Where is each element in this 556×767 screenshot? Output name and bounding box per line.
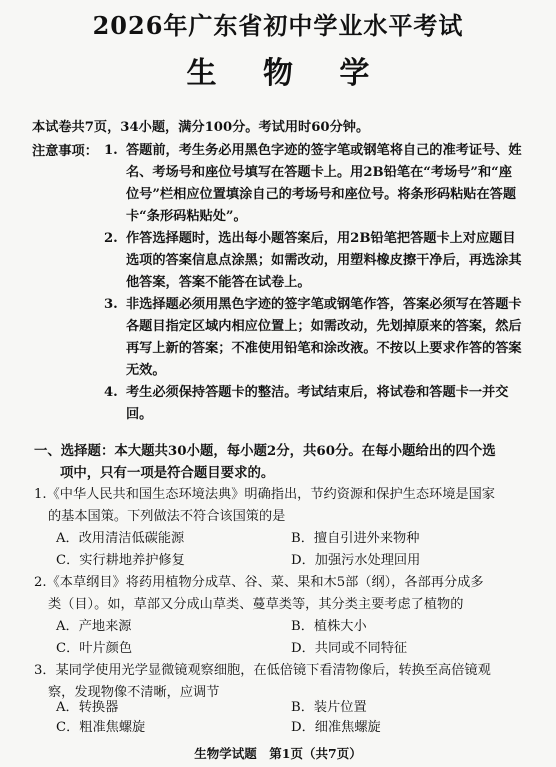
section-heading [34,440,534,484]
notice-list [104,140,524,426]
option-a: A．产地来源 [56,619,132,634]
notice-item [104,382,524,426]
option-b: B．植株大小 [291,619,367,634]
option-d: D．共同或不同特征 [291,641,408,656]
option-b: B．擅自引进外来物种 [291,531,420,546]
section-heading-line: 一、选择题：本大题共30小题，每小题2分，共60分。在每小题给出的四个选 [34,443,496,459]
notice-item-number: 1. [104,143,118,158]
question-1 [34,484,534,528]
notice-item [104,140,524,228]
notice-item-number: 3. [104,297,118,312]
option-c: C．粗准焦螺旋 [56,720,146,735]
option-c: C．实行耕地养护修复 [56,553,185,568]
question-stem: 1.《中华人民共和国生态环境法典》明确指出，节约资源和保护生态环境是国家 [34,487,495,502]
question-stem: 2.《本草纲目》将药用植物分成草、谷、菜、果和木5部（纲），各部再分成多 [34,575,484,590]
exam-intro: 本试卷共7页，34小题，满分100分。考试用时60分钟。 [32,120,370,135]
subject-title: 生 物 学 [186,56,388,91]
section-heading-line: 项中，只有一项是符合题目要求的。 [60,465,275,481]
notice-item-number: 4. [104,385,118,400]
option-d: D．细准焦螺旋 [291,720,381,735]
option-b: B．装片位置 [291,700,367,715]
notice-label: 注意事项： [32,144,98,159]
notice-item-text: 考生必须保持答题卡的整洁。考试结束后，将试卷和答题卡一并交回。 [126,385,509,422]
question-2 [34,572,534,616]
option-c: C．叶片颜色 [56,641,133,656]
question-stem: 的基本国策。下列做法不符合该国策的是 [48,509,286,524]
question-stem: 类（目）。如，草部又分成山草类、蔓草类等，其分类主要考虑了植物的 [48,597,464,612]
exam-title: 2026年广东省初中学业水平考试 [92,11,464,40]
notice-item-text: 非选择题必须用黑色字迹的签字笔或钢笔作答，答案必须写在答题卡各题目指定区域内相应位置上；如需改动，先划掉原来的答案，然后再写上新的答案；不准使用铅笔和涂改液。不按以上要求作答的答案无效。 [126,297,522,378]
notice-item [104,294,524,382]
question-1-options [56,528,526,572]
option-a: A．转换器 [56,700,119,715]
question-2-options [56,616,526,660]
notice-item [104,228,524,294]
question-stem: 察，发现物像不清晰，应调节 [48,685,220,700]
question-stem: 3．某同学使用光学显微镜观察细胞，在低倍镜下看清物像后，转换至高倍镜观 [34,663,491,678]
notice-item-text: 答题前，考生务必用黑色字迹的签字笔或钢笔将自己的准考证号、姓名、考场号和座位号填写在答题卡上。用2B铅笔在“考场号”和“座位号”栏相应位置填涂自己的考场号和座位号。将条形码粘贴在答题卡“条形码粘贴处”。 [126,143,522,224]
question-3-options [56,698,526,738]
notice-item-number: 2. [104,231,118,246]
notice-item-text: 作答选择题时，选出每小题答案后，用2B铅笔把答题卡上对应题目选项的答案信息点涂黑；如需改动，用塑料橡皮擦干净后，再选涂其他答案，答案不能答在试卷上。 [126,231,522,290]
option-a: A．改用清洁低碳能源 [56,531,185,546]
page-footer: 生物学试题 第1页（共7页） [194,746,362,761]
option-d: D．加强污水处理回用 [291,553,421,568]
